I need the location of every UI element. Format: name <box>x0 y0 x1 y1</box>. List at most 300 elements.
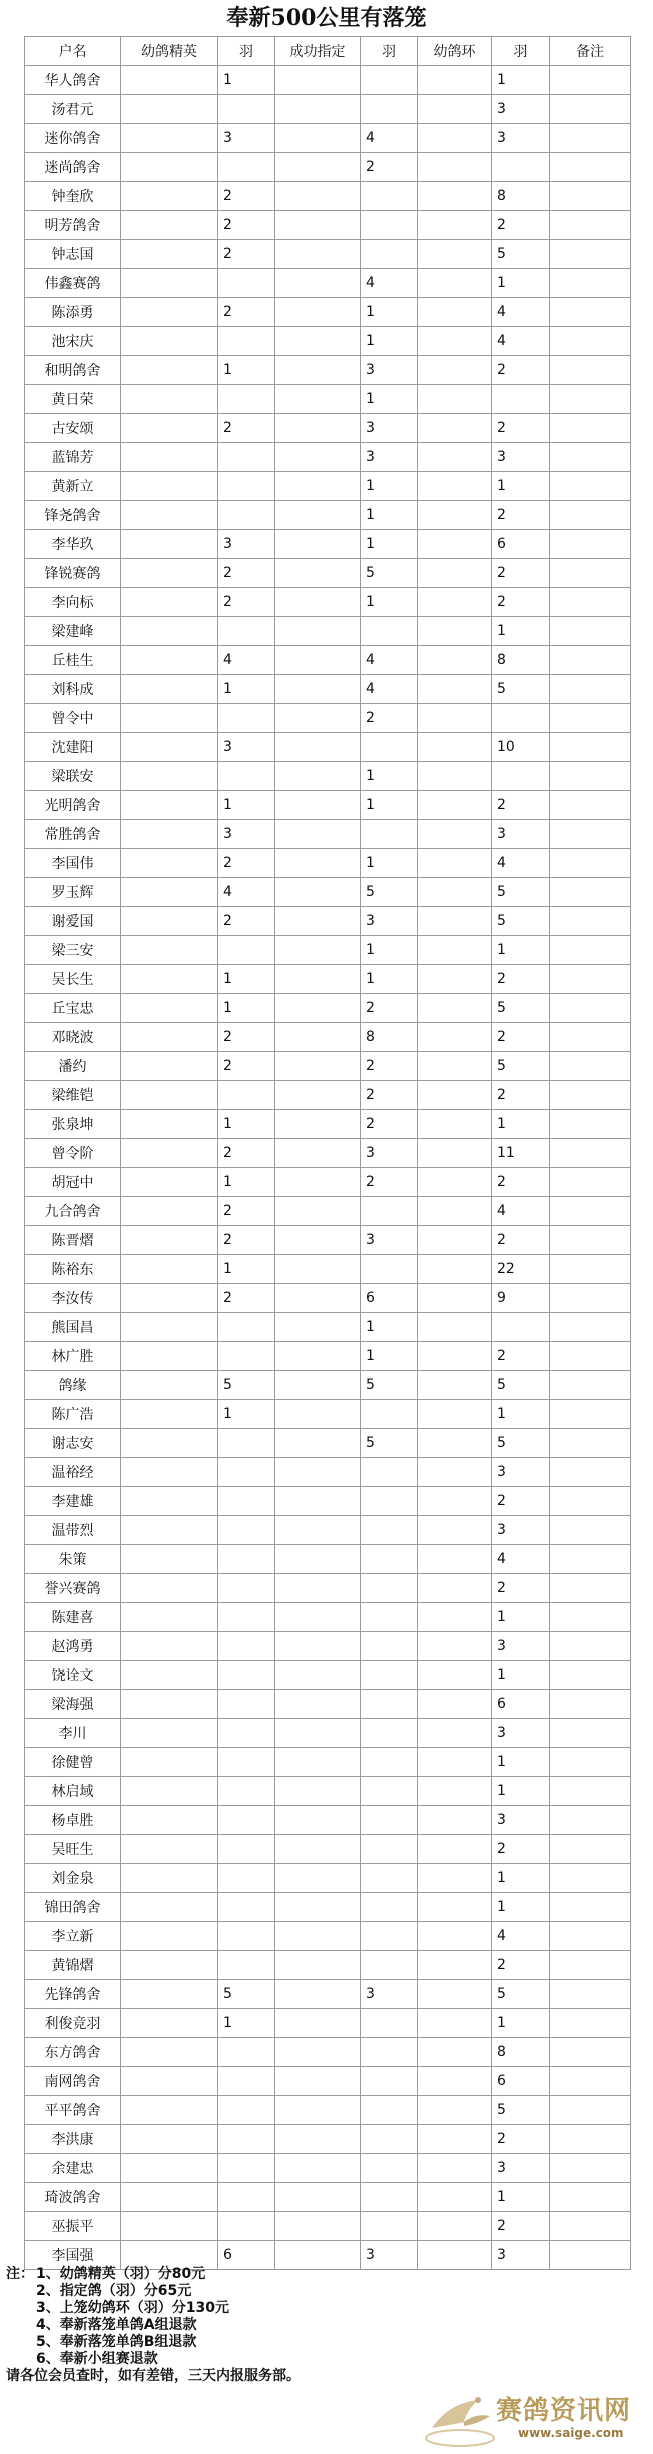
col-header-owner: 户名 <box>25 37 121 66</box>
designated-count-cell <box>361 2212 418 2241</box>
table-row <box>25 762 631 791</box>
designated-count-cell <box>361 1661 418 1690</box>
owner-cell: 丘桂生 <box>25 646 121 675</box>
remarks-cell <box>550 2154 631 2183</box>
owner-cell: 东方鸽舍 <box>25 2038 121 2067</box>
remarks-cell <box>550 1835 631 1864</box>
note-item: 4、奉新落笼单鸽A组退款 <box>36 2317 197 2333</box>
owner-cell: 李汝传 <box>25 1284 121 1313</box>
youth-ring-cell <box>418 240 492 269</box>
remarks-cell <box>550 95 631 124</box>
remarks-cell <box>550 878 631 907</box>
youth-ring-count-cell: 5 <box>492 240 550 269</box>
youth-elite-cell <box>121 1458 218 1487</box>
youth-elite-cell <box>121 95 218 124</box>
youth-elite-cell <box>121 1951 218 1980</box>
designated-count-cell: 1 <box>361 965 418 994</box>
owner-cell: 林启域 <box>25 1777 121 1806</box>
owner-cell: 华人鸽舍 <box>25 66 121 95</box>
designated-cell <box>275 1313 361 1342</box>
youth-ring-count-cell <box>492 1313 550 1342</box>
youth-ring-count-cell: 4 <box>492 1545 550 1574</box>
owner-cell: 琦波鸽舍 <box>25 2183 121 2212</box>
youth-elite-count-cell <box>218 1719 275 1748</box>
youth-ring-count-cell: 4 <box>492 1197 550 1226</box>
remarks-cell <box>550 733 631 762</box>
owner-cell: 李洪康 <box>25 2125 121 2154</box>
youth-elite-cell <box>121 385 218 414</box>
youth-elite-cell <box>121 472 218 501</box>
designated-count-cell <box>361 617 418 646</box>
youth-ring-cell <box>418 530 492 559</box>
table-row <box>25 1139 631 1168</box>
youth-ring-cell <box>418 1487 492 1516</box>
designated-cell <box>275 1110 361 1139</box>
youth-ring-cell <box>418 646 492 675</box>
remarks-cell <box>550 1226 631 1255</box>
youth-ring-cell <box>418 1139 492 1168</box>
youth-ring-cell <box>418 2038 492 2067</box>
youth-elite-cell <box>121 182 218 211</box>
remarks-cell <box>550 1777 631 1806</box>
table-row <box>25 124 631 153</box>
youth-ring-count-cell: 8 <box>492 182 550 211</box>
youth-ring-cell <box>418 269 492 298</box>
youth-ring-cell <box>418 182 492 211</box>
youth-elite-count-cell: 2 <box>218 588 275 617</box>
remarks-cell <box>550 327 631 356</box>
youth-ring-count-cell: 3 <box>492 820 550 849</box>
youth-elite-cell <box>121 1632 218 1661</box>
designated-cell <box>275 1197 361 1226</box>
youth-elite-cell <box>121 1052 218 1081</box>
table-row <box>25 501 631 530</box>
youth-elite-cell <box>121 153 218 182</box>
youth-elite-count-cell <box>218 1835 275 1864</box>
youth-ring-cell <box>418 791 492 820</box>
designated-cell <box>275 965 361 994</box>
youth-elite-count-cell: 2 <box>218 1284 275 1313</box>
table-row <box>25 907 631 936</box>
designated-cell <box>275 182 361 211</box>
youth-elite-cell <box>121 66 218 95</box>
designated-count-cell <box>361 1603 418 1632</box>
owner-cell: 李向标 <box>25 588 121 617</box>
youth-elite-count-cell <box>218 2067 275 2096</box>
designated-count-cell: 2 <box>361 1052 418 1081</box>
youth-elite-count-cell: 2 <box>218 182 275 211</box>
designated-cell <box>275 704 361 733</box>
youth-ring-cell <box>418 2241 492 2270</box>
youth-ring-cell <box>418 820 492 849</box>
table-body <box>25 66 631 2270</box>
youth-elite-count-cell: 1 <box>218 1110 275 1139</box>
remarks-cell <box>550 414 631 443</box>
youth-elite-cell <box>121 298 218 327</box>
youth-ring-cell <box>418 1893 492 1922</box>
designated-count-cell <box>361 2183 418 2212</box>
designated-cell <box>275 211 361 240</box>
remarks-cell <box>550 646 631 675</box>
youth-elite-cell <box>121 1371 218 1400</box>
owner-cell: 钟志国 <box>25 240 121 269</box>
youth-ring-count-cell: 4 <box>492 298 550 327</box>
youth-elite-count-cell: 2 <box>218 1197 275 1226</box>
youth-ring-cell <box>418 1574 492 1603</box>
youth-elite-count-cell: 1 <box>218 1255 275 1284</box>
table-row <box>25 1516 631 1545</box>
designated-count-cell: 1 <box>361 1342 418 1371</box>
youth-ring-count-cell: 2 <box>492 1081 550 1110</box>
youth-elite-count-cell: 3 <box>218 124 275 153</box>
table-row <box>25 617 631 646</box>
designated-count-cell: 2 <box>361 1081 418 1110</box>
youth-ring-cell <box>418 1719 492 1748</box>
designated-cell <box>275 1951 361 1980</box>
table-row <box>25 95 631 124</box>
remarks-cell <box>550 1980 631 2009</box>
table-row <box>25 1168 631 1197</box>
youth-ring-cell <box>418 907 492 936</box>
remarks-cell <box>550 1342 631 1371</box>
table-row <box>25 414 631 443</box>
remarks-cell <box>550 2038 631 2067</box>
table-row <box>25 820 631 849</box>
youth-ring-cell <box>418 2067 492 2096</box>
note-item: 1、幼鸽精英（羽）分80元 <box>36 2266 206 2282</box>
table-row <box>25 1603 631 1632</box>
youth-ring-count-cell: 5 <box>492 878 550 907</box>
youth-ring-count-cell: 5 <box>492 1980 550 2009</box>
designated-count-cell: 3 <box>361 1980 418 2009</box>
owner-cell: 李建雄 <box>25 1487 121 1516</box>
youth-ring-cell <box>418 1516 492 1545</box>
youth-ring-count-cell: 3 <box>492 1719 550 1748</box>
youth-elite-cell <box>121 1168 218 1197</box>
designated-count-cell: 1 <box>361 1313 418 1342</box>
owner-cell: 杨卓胜 <box>25 1806 121 1835</box>
youth-ring-cell <box>418 2154 492 2183</box>
owner-cell: 赵鸿勇 <box>25 1632 121 1661</box>
col-header-count: 羽 <box>218 37 275 66</box>
owner-cell: 和明鸽舍 <box>25 356 121 385</box>
youth-ring-count-cell: 2 <box>492 965 550 994</box>
designated-cell <box>275 762 361 791</box>
table-row <box>25 1690 631 1719</box>
remarks-cell <box>550 1429 631 1458</box>
youth-ring-cell <box>418 2096 492 2125</box>
youth-elite-cell <box>121 1864 218 1893</box>
designated-cell <box>275 501 361 530</box>
notes-label: 注： <box>6 2266 34 2282</box>
owner-cell: 张泉坤 <box>25 1110 121 1139</box>
remarks-cell <box>550 1110 631 1139</box>
youth-ring-count-cell: 6 <box>492 2067 550 2096</box>
youth-elite-count-cell <box>218 153 275 182</box>
table-row <box>25 849 631 878</box>
youth-elite-count-cell <box>218 1487 275 1516</box>
youth-ring-cell <box>418 501 492 530</box>
designated-count-cell <box>361 95 418 124</box>
remarks-cell <box>550 2183 631 2212</box>
designated-count-cell: 6 <box>361 1284 418 1313</box>
designated-cell <box>275 66 361 95</box>
youth-elite-cell <box>121 762 218 791</box>
table-row <box>25 1806 631 1835</box>
youth-elite-count-cell <box>218 1545 275 1574</box>
youth-elite-count-cell: 4 <box>218 878 275 907</box>
youth-elite-cell <box>121 1893 218 1922</box>
remarks-cell <box>550 530 631 559</box>
designated-cell <box>275 298 361 327</box>
youth-ring-count-cell: 5 <box>492 2096 550 2125</box>
watermark-url: www.saige.com <box>518 2426 624 2440</box>
remarks-cell <box>550 1922 631 1951</box>
youth-ring-count-cell: 2 <box>492 2125 550 2154</box>
youth-elite-count-cell <box>218 327 275 356</box>
designated-cell <box>275 791 361 820</box>
table-row <box>25 1226 631 1255</box>
designated-cell <box>275 1139 361 1168</box>
designated-count-cell: 2 <box>361 994 418 1023</box>
col-header-youth-ring: 幼鸽环 <box>418 37 492 66</box>
youth-ring-count-cell: 22 <box>492 1255 550 1284</box>
designated-count-cell <box>361 1893 418 1922</box>
youth-elite-cell <box>121 588 218 617</box>
youth-elite-cell <box>121 1487 218 1516</box>
table-row <box>25 588 631 617</box>
designated-count-cell: 5 <box>361 878 418 907</box>
remarks-cell <box>550 675 631 704</box>
youth-elite-cell <box>121 1139 218 1168</box>
designated-count-cell <box>361 66 418 95</box>
designated-count-cell: 1 <box>361 327 418 356</box>
remarks-cell <box>550 443 631 472</box>
youth-elite-count-cell: 2 <box>218 1226 275 1255</box>
owner-cell: 先锋鸽舍 <box>25 1980 121 2009</box>
youth-elite-cell <box>121 124 218 153</box>
owner-cell: 池宋庆 <box>25 327 121 356</box>
youth-elite-cell <box>121 1806 218 1835</box>
designated-cell <box>275 1226 361 1255</box>
youth-elite-cell <box>121 907 218 936</box>
youth-elite-count-cell <box>218 704 275 733</box>
owner-cell: 温带烈 <box>25 1516 121 1545</box>
designated-count-cell <box>361 1690 418 1719</box>
designated-cell <box>275 385 361 414</box>
youth-elite-cell <box>121 704 218 733</box>
youth-ring-cell <box>418 559 492 588</box>
youth-ring-count-cell: 1 <box>492 2183 550 2212</box>
youth-ring-cell <box>418 1545 492 1574</box>
designated-cell <box>275 153 361 182</box>
youth-ring-cell <box>418 1284 492 1313</box>
designated-cell <box>275 124 361 153</box>
youth-elite-count-cell <box>218 1864 275 1893</box>
designated-count-cell: 1 <box>361 588 418 617</box>
designated-count-cell <box>361 1516 418 1545</box>
youth-ring-cell <box>418 675 492 704</box>
owner-cell: 徐健曾 <box>25 1748 121 1777</box>
youth-elite-count-cell: 6 <box>218 2241 275 2270</box>
designated-cell <box>275 1458 361 1487</box>
youth-elite-count-cell: 2 <box>218 298 275 327</box>
owner-cell: 吴旺生 <box>25 1835 121 1864</box>
youth-elite-cell <box>121 1545 218 1574</box>
youth-elite-count-cell: 2 <box>218 849 275 878</box>
remarks-cell <box>550 1197 631 1226</box>
notes-footer: 请各位会员查时，如有差错，三天内报服务部。 <box>6 2368 300 2384</box>
youth-elite-cell <box>121 1661 218 1690</box>
designated-cell <box>275 1661 361 1690</box>
owner-cell: 李华玖 <box>25 530 121 559</box>
table-row <box>25 298 631 327</box>
youth-ring-count-cell: 8 <box>492 646 550 675</box>
youth-ring-count-cell: 1 <box>492 1400 550 1429</box>
remarks-cell <box>550 1284 631 1313</box>
youth-elite-cell <box>121 1690 218 1719</box>
remarks-cell <box>550 211 631 240</box>
owner-cell: 胡冠中 <box>25 1168 121 1197</box>
designated-count-cell: 4 <box>361 675 418 704</box>
owner-cell: 黄日荣 <box>25 385 121 414</box>
youth-ring-count-cell: 8 <box>492 2038 550 2067</box>
youth-elite-cell <box>121 675 218 704</box>
youth-ring-cell <box>418 617 492 646</box>
youth-elite-cell <box>121 2096 218 2125</box>
table-row <box>25 704 631 733</box>
owner-cell: 沈建阳 <box>25 733 121 762</box>
youth-ring-count-cell: 1 <box>492 617 550 646</box>
youth-ring-count-cell: 5 <box>492 675 550 704</box>
col-header-count: 羽 <box>361 37 418 66</box>
youth-ring-cell <box>418 1400 492 1429</box>
youth-ring-count-cell: 1 <box>492 2009 550 2038</box>
remarks-cell <box>550 66 631 95</box>
youth-elite-cell <box>121 1197 218 1226</box>
youth-ring-count-cell: 2 <box>492 356 550 385</box>
youth-ring-cell <box>418 1661 492 1690</box>
youth-elite-count-cell <box>218 501 275 530</box>
youth-ring-count-cell <box>492 704 550 733</box>
designated-count-cell <box>361 211 418 240</box>
designated-cell <box>275 1603 361 1632</box>
designated-cell <box>275 2067 361 2096</box>
youth-ring-count-cell: 3 <box>492 1458 550 1487</box>
table-row <box>25 994 631 1023</box>
designated-cell <box>275 936 361 965</box>
youth-ring-count-cell: 3 <box>492 1806 550 1835</box>
designated-count-cell <box>361 2067 418 2096</box>
designated-cell <box>275 2096 361 2125</box>
youth-elite-cell <box>121 2009 218 2038</box>
youth-elite-count-cell <box>218 1429 275 1458</box>
table-row <box>25 1545 631 1574</box>
table-row <box>25 182 631 211</box>
table-row <box>25 1864 631 1893</box>
youth-elite-count-cell <box>218 1893 275 1922</box>
youth-elite-cell <box>121 1922 218 1951</box>
remarks-cell <box>550 1400 631 1429</box>
youth-ring-cell <box>418 1835 492 1864</box>
designated-cell <box>275 1545 361 1574</box>
youth-ring-cell <box>418 994 492 1023</box>
remarks-cell <box>550 1313 631 1342</box>
youth-elite-count-cell <box>218 2125 275 2154</box>
table-row <box>25 530 631 559</box>
youth-elite-count-cell: 2 <box>218 1052 275 1081</box>
designated-count-cell: 3 <box>361 414 418 443</box>
designated-cell <box>275 1429 361 1458</box>
designated-count-cell: 5 <box>361 1429 418 1458</box>
table-row <box>25 1922 631 1951</box>
owner-cell: 余建忠 <box>25 2154 121 2183</box>
note-item: 2、指定鸽（羽）分65元 <box>36 2283 192 2299</box>
owner-cell: 潘约 <box>25 1052 121 1081</box>
remarks-cell <box>550 1487 631 1516</box>
table-row <box>25 66 631 95</box>
owner-cell: 蓝锦芳 <box>25 443 121 472</box>
designated-count-cell: 1 <box>361 501 418 530</box>
remarks-cell <box>550 1139 631 1168</box>
youth-ring-count-cell: 3 <box>492 95 550 124</box>
youth-ring-count-cell: 1 <box>492 1748 550 1777</box>
youth-ring-cell <box>418 588 492 617</box>
designated-cell <box>275 1400 361 1429</box>
designated-count-cell: 1 <box>361 472 418 501</box>
owner-cell: 梁三安 <box>25 936 121 965</box>
owner-cell: 熊国昌 <box>25 1313 121 1342</box>
youth-ring-count-cell: 5 <box>492 994 550 1023</box>
designated-cell <box>275 2125 361 2154</box>
youth-ring-count-cell: 1 <box>492 66 550 95</box>
youth-elite-count-cell: 1 <box>218 791 275 820</box>
owner-cell: 李国伟 <box>25 849 121 878</box>
table-row <box>25 2038 631 2067</box>
designated-count-cell: 4 <box>361 124 418 153</box>
youth-ring-count-cell: 1 <box>492 936 550 965</box>
youth-ring-cell <box>418 762 492 791</box>
owner-cell: 李国强 <box>25 2241 121 2270</box>
youth-ring-cell <box>418 2183 492 2212</box>
remarks-cell <box>550 298 631 327</box>
youth-ring-count-cell: 11 <box>492 1139 550 1168</box>
owner-cell: 锋尧鸽舍 <box>25 501 121 530</box>
youth-elite-count-cell: 2 <box>218 240 275 269</box>
youth-ring-cell <box>418 2009 492 2038</box>
youth-elite-count-cell <box>218 617 275 646</box>
designated-count-cell <box>361 1400 418 1429</box>
designated-count-cell <box>361 1458 418 1487</box>
youth-ring-count-cell: 2 <box>492 588 550 617</box>
table-row <box>25 2183 631 2212</box>
owner-cell: 利俊竞羽 <box>25 2009 121 2038</box>
table-row <box>25 1748 631 1777</box>
youth-ring-count-cell: 5 <box>492 907 550 936</box>
youth-ring-count-cell: 2 <box>492 414 550 443</box>
owner-cell: 陈添勇 <box>25 298 121 327</box>
owner-cell: 锦田鸽舍 <box>25 1893 121 1922</box>
designated-cell <box>275 2154 361 2183</box>
results-table <box>24 36 631 2270</box>
designated-cell <box>275 849 361 878</box>
table-row <box>25 1342 631 1371</box>
table-row <box>25 559 631 588</box>
youth-ring-cell <box>418 878 492 907</box>
youth-ring-cell <box>418 2125 492 2154</box>
owner-cell: 曾令阶 <box>25 1139 121 1168</box>
designated-count-cell: 3 <box>361 1226 418 1255</box>
